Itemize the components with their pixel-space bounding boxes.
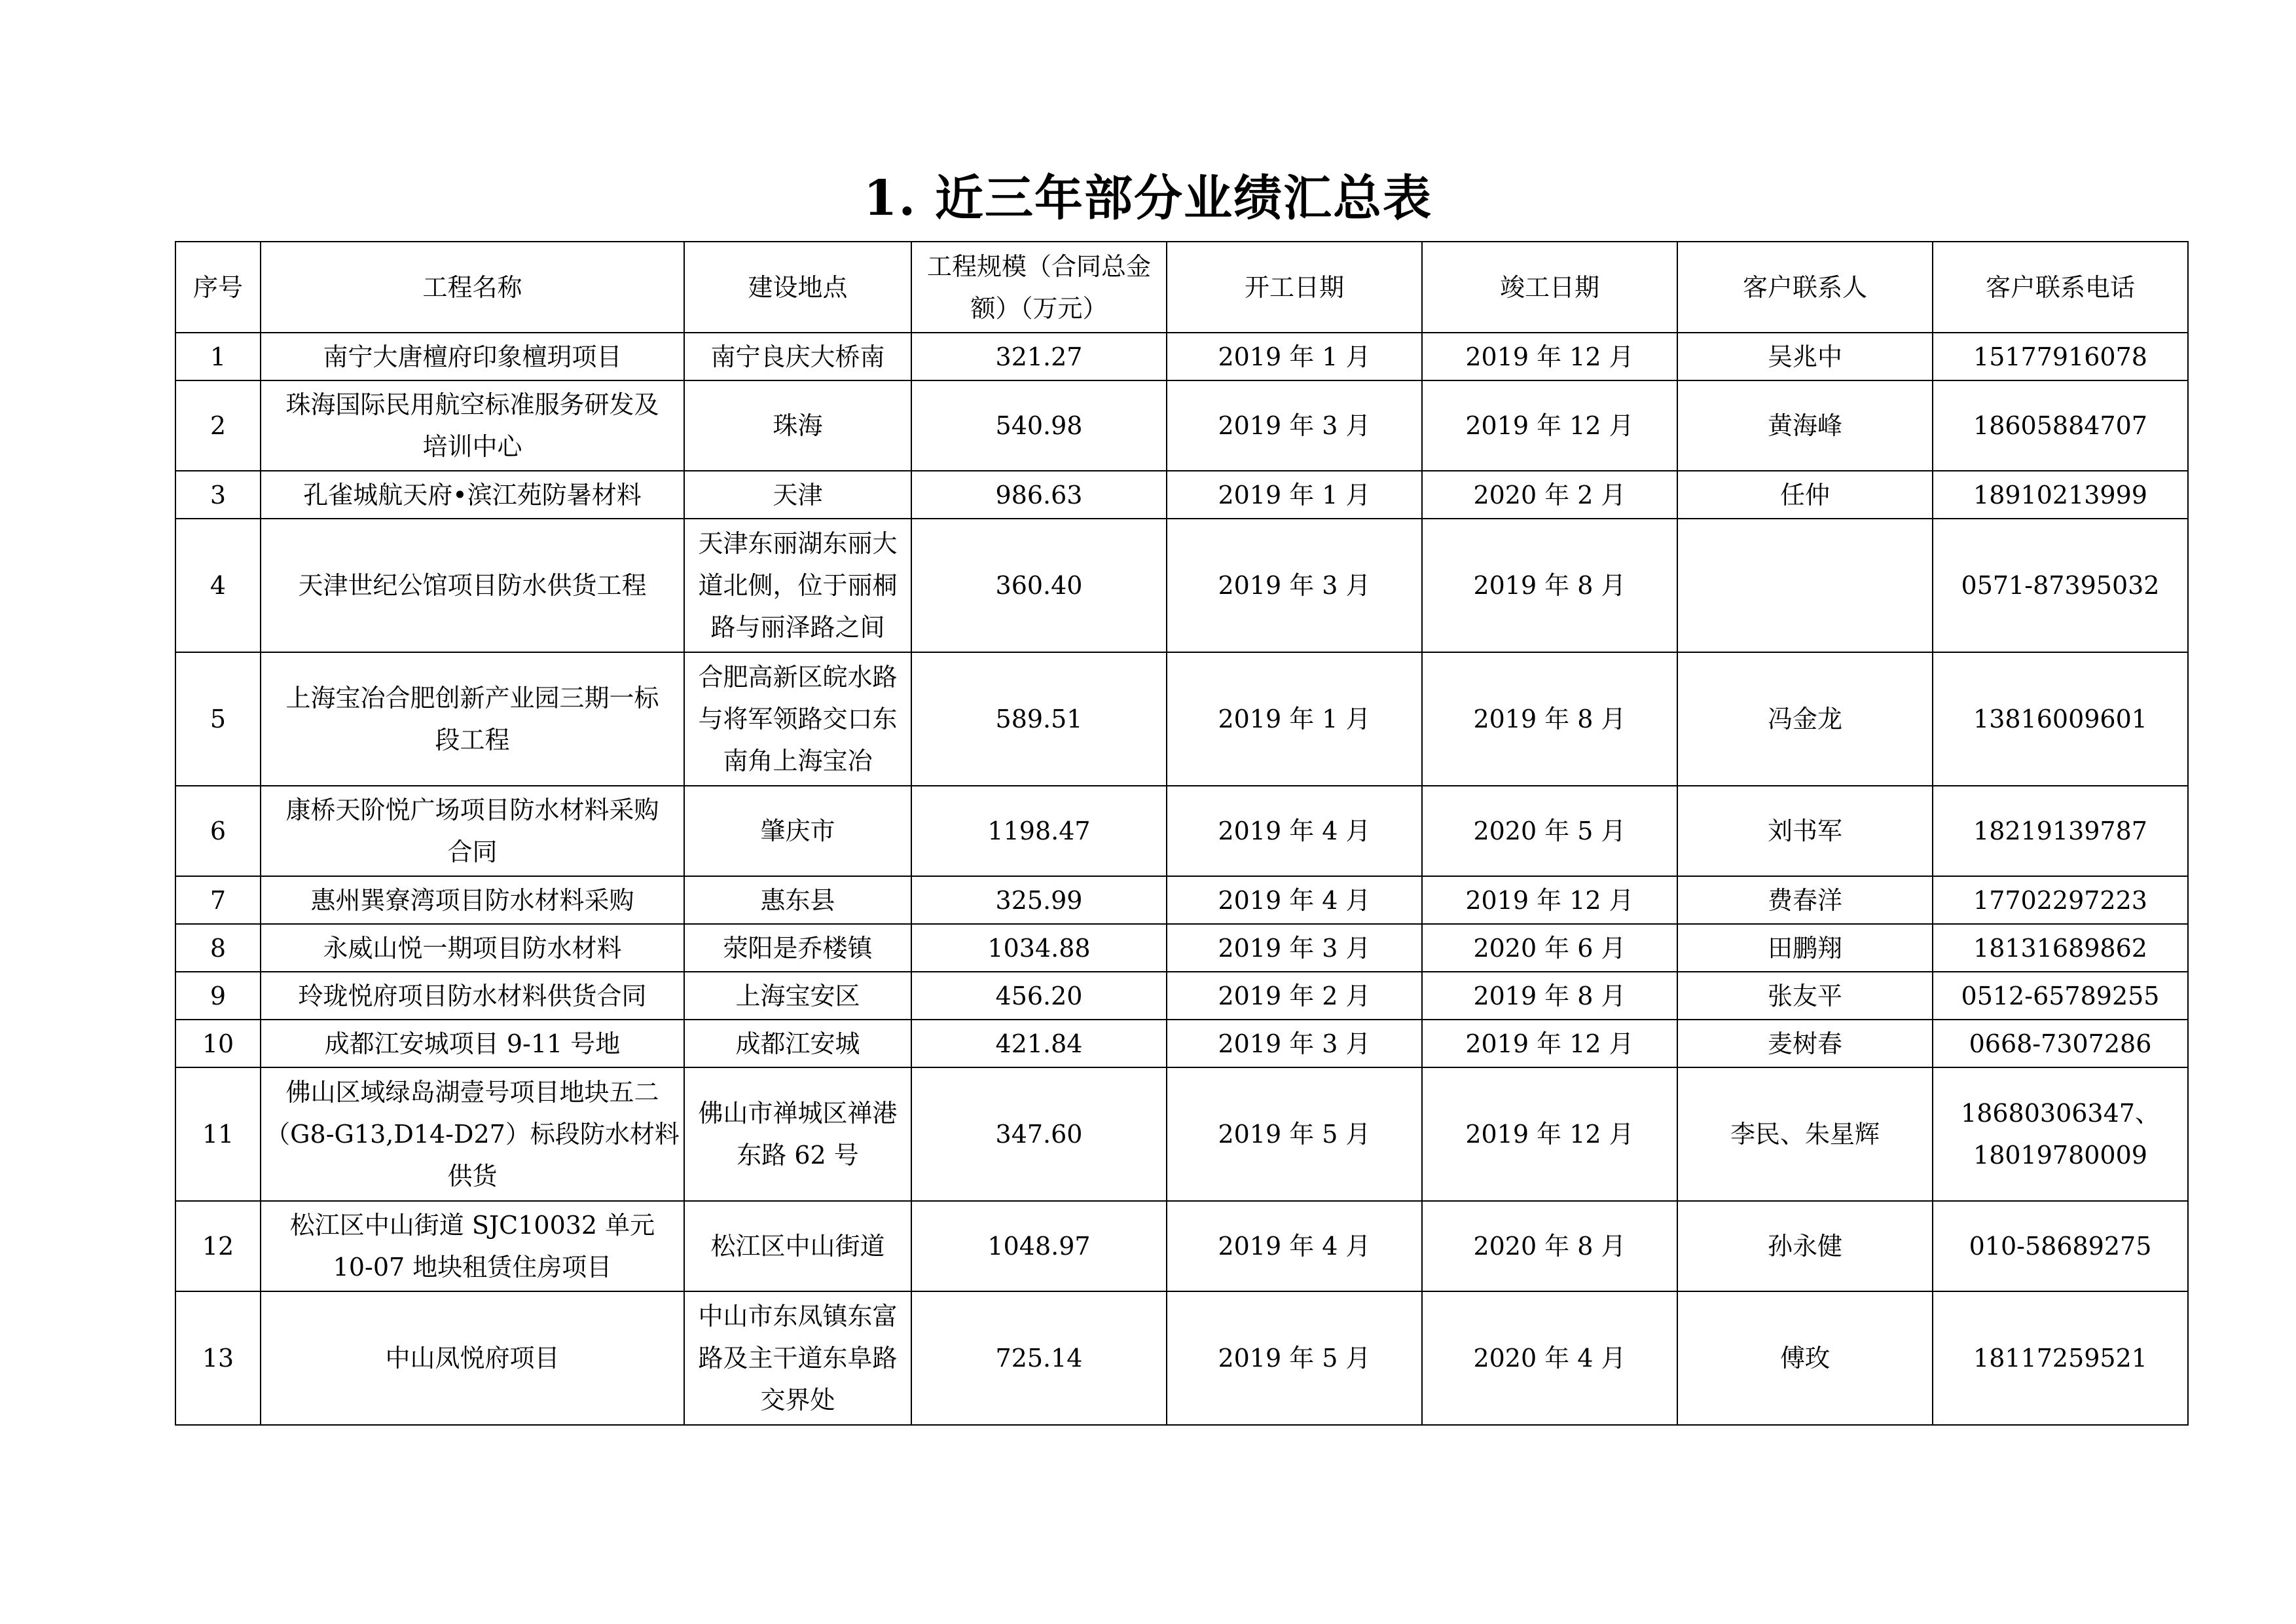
cell-end-date: 2019 年 12 月 <box>1422 380 1677 471</box>
cell-phone-line: 0512-65789255 <box>1961 981 2160 1010</box>
cell-contact: 孙永健 <box>1677 1201 1933 1291</box>
cell-phone <box>1933 1291 2188 1425</box>
cell-seq: 11 <box>175 1067 261 1201</box>
cell-project-name <box>261 1067 684 1201</box>
cell-seq: 7 <box>175 876 261 924</box>
cell-phone-line: 18605884707 <box>1973 411 2147 440</box>
cell-start-date: 2019 年 4 月 <box>1167 876 1422 924</box>
table-row <box>175 519 2188 652</box>
cell-start-date: 2019 年 4 月 <box>1167 786 1422 876</box>
cell-project-name-line: 玲珑悦府项目防水材料供货合同 <box>298 981 647 1010</box>
cell-phone <box>1933 333 2188 380</box>
cell-location <box>684 519 911 652</box>
cell-location-line: 上海宝安区 <box>735 981 860 1010</box>
cell-location-line: 佛山市禅城区禅港 <box>698 1099 898 1128</box>
cell-start-date: 2019 年 1 月 <box>1167 652 1422 786</box>
cell-location-line: 惠东县 <box>760 885 835 915</box>
cell-end-date: 2019 年 12 月 <box>1422 1020 1677 1067</box>
cell-start-date: 2019 年 4 月 <box>1167 1201 1422 1291</box>
cell-end-date: 2019 年 8 月 <box>1422 519 1677 652</box>
cell-phone <box>1933 380 2188 471</box>
cell-end-date: 2020 年 6 月 <box>1422 924 1677 972</box>
cell-seq: 4 <box>175 519 261 652</box>
cell-project-name <box>261 924 684 972</box>
cell-project-name <box>261 471 684 519</box>
cell-location-line: 路与丽泽路之间 <box>710 613 885 642</box>
cell-project-name-line: 上海宝冶合肥创新产业园三期一标 <box>285 684 659 712</box>
cell-phone-line: 18131689862 <box>1973 933 2147 963</box>
cell-phone <box>1933 1201 2188 1291</box>
header-scale-line2: 额）（万元） <box>970 293 1108 323</box>
cell-seq: 8 <box>175 924 261 972</box>
cell-location-line: 交界处 <box>760 1386 835 1414</box>
cell-contact: 冯金龙 <box>1677 652 1933 786</box>
cell-location-line: 中山市东凤镇东富 <box>698 1302 898 1331</box>
cell-phone <box>1933 1020 2188 1067</box>
cell-phone <box>1933 1067 2188 1201</box>
cell-scale: 347.60 <box>911 1067 1167 1201</box>
table-row <box>175 1020 2188 1067</box>
cell-project-name-line: 10-07 地块租赁住房项目 <box>333 1253 612 1282</box>
cell-end-date: 2020 年 8 月 <box>1422 1201 1677 1291</box>
cell-scale: 421.84 <box>911 1020 1167 1067</box>
table-row <box>175 333 2188 380</box>
cell-phone-line: 18019780009 <box>1973 1141 2147 1170</box>
table-header-row <box>175 242 2188 333</box>
cell-start-date: 2019 年 5 月 <box>1167 1067 1422 1201</box>
cell-project-name-line: 珠海国际民用航空标准服务研发及 <box>285 390 659 419</box>
cell-contact: 李民、朱星辉 <box>1677 1067 1933 1201</box>
cell-seq: 5 <box>175 652 261 786</box>
cell-end-date: 2019 年 12 月 <box>1422 876 1677 924</box>
cell-scale: 360.40 <box>911 519 1167 652</box>
header-scale <box>911 242 1167 333</box>
cell-location-line: 东路 62 号 <box>737 1141 859 1170</box>
cell-location-line: 松江区中山街道 <box>710 1232 885 1261</box>
cell-phone <box>1933 652 2188 786</box>
cell-seq: 2 <box>175 380 261 471</box>
header-contact: 客户联系人 <box>1677 242 1933 333</box>
cell-location-line: 珠海 <box>773 411 823 440</box>
cell-start-date: 2019 年 3 月 <box>1167 1020 1422 1067</box>
cell-seq: 13 <box>175 1291 261 1425</box>
cell-phone-line: 15177916078 <box>1973 342 2147 371</box>
cell-phone-line: 18219139787 <box>1973 817 2147 845</box>
cell-seq: 10 <box>175 1020 261 1067</box>
table-row <box>175 1067 2188 1201</box>
cell-location-line: 天津东丽湖东丽大 <box>698 529 898 558</box>
cell-phone-line: 18680306347、 <box>1961 1099 2160 1128</box>
cell-contact: 张友平 <box>1677 972 1933 1020</box>
cell-project-name <box>261 1201 684 1291</box>
cell-location-line: 南宁良庆大桥南 <box>710 342 885 371</box>
cell-phone <box>1933 924 2188 972</box>
table-row <box>175 652 2188 786</box>
cell-seq: 9 <box>175 972 261 1020</box>
cell-phone <box>1933 471 2188 519</box>
cell-project-name-line: 合同 <box>447 838 498 866</box>
cell-location <box>684 1201 911 1291</box>
cell-end-date: 2020 年 4 月 <box>1422 1291 1677 1425</box>
cell-start-date: 2019 年 1 月 <box>1167 471 1422 519</box>
header-start-date: 开工日期 <box>1167 242 1422 333</box>
cell-project-name-line: 佛山区域绿岛湖壹号项目地块五二 <box>285 1078 659 1107</box>
cell-phone-line: 010-58689275 <box>1969 1232 2152 1261</box>
cell-scale: 456.20 <box>911 972 1167 1020</box>
performance-table <box>175 241 2189 1426</box>
cell-scale: 1048.97 <box>911 1201 1167 1291</box>
header-scale-line1: 工程规模（合同总金 <box>926 251 1151 281</box>
cell-phone-line: 0668-7307286 <box>1969 1029 2152 1058</box>
cell-contact: 吴兆中 <box>1677 333 1933 380</box>
cell-end-date: 2019 年 12 月 <box>1422 1067 1677 1201</box>
cell-project-name-line: 南宁大唐檀府印象檀玥项目 <box>323 342 622 371</box>
cell-phone-line: 17702297223 <box>1973 885 2147 915</box>
cell-location <box>684 1020 911 1067</box>
cell-location-line: 合肥高新区皖水路 <box>698 663 898 692</box>
cell-start-date: 2019 年 5 月 <box>1167 1291 1422 1425</box>
cell-phone <box>1933 519 2188 652</box>
cell-scale: 725.14 <box>911 1291 1167 1425</box>
cell-project-name <box>261 972 684 1020</box>
cell-seq: 1 <box>175 333 261 380</box>
cell-start-date: 2019 年 2 月 <box>1167 972 1422 1020</box>
header-phone: 客户联系电话 <box>1933 242 2188 333</box>
cell-contact: 费春洋 <box>1677 876 1933 924</box>
header-end-date: 竣工日期 <box>1422 242 1677 333</box>
cell-project-name <box>261 1020 684 1067</box>
cell-seq: 3 <box>175 471 261 519</box>
cell-scale: 1034.88 <box>911 924 1167 972</box>
cell-location <box>684 1291 911 1425</box>
cell-location-line: 荥阳是乔楼镇 <box>723 933 873 963</box>
cell-contact <box>1677 519 1933 652</box>
table-row <box>175 380 2188 471</box>
cell-location-line: 南角上海宝冶 <box>723 747 873 775</box>
table-body <box>175 333 2188 1425</box>
cell-scale: 589.51 <box>911 652 1167 786</box>
table-row <box>175 471 2188 519</box>
cell-project-name-line: 中山凤悦府项目 <box>385 1344 560 1373</box>
cell-project-name-line: 康桥天阶悦广场项目防水材料采购 <box>285 796 659 824</box>
cell-project-name <box>261 876 684 924</box>
cell-start-date: 2019 年 1 月 <box>1167 333 1422 380</box>
cell-project-name-line: 培训中心 <box>422 432 522 461</box>
cell-scale: 986.63 <box>911 471 1167 519</box>
cell-phone <box>1933 786 2188 876</box>
table-row <box>175 924 2188 972</box>
cell-contact: 麦树春 <box>1677 1020 1933 1067</box>
cell-phone <box>1933 972 2188 1020</box>
table-row <box>175 972 2188 1020</box>
cell-seq: 12 <box>175 1201 261 1291</box>
cell-phone-line: 13816009601 <box>1973 705 2147 733</box>
cell-location-line: 路及主干道东阜路 <box>698 1344 898 1373</box>
cell-project-name-line: 段工程 <box>435 726 510 754</box>
cell-end-date: 2019 年 8 月 <box>1422 972 1677 1020</box>
cell-end-date: 2020 年 5 月 <box>1422 786 1677 876</box>
cell-phone-line: 18117259521 <box>1973 1344 2147 1373</box>
cell-location <box>684 876 911 924</box>
cell-start-date: 2019 年 3 月 <box>1167 380 1422 471</box>
cell-project-name <box>261 1291 684 1425</box>
cell-contact: 黄海峰 <box>1677 380 1933 471</box>
cell-contact: 傅玫 <box>1677 1291 1933 1425</box>
table-row <box>175 1291 2188 1425</box>
cell-contact: 田鹏翔 <box>1677 924 1933 972</box>
cell-location <box>684 786 911 876</box>
cell-phone <box>1933 876 2188 924</box>
cell-location <box>684 471 911 519</box>
page-title: 1. 近三年部分业绩汇总表 <box>863 170 1432 227</box>
cell-phone-line: 18910213999 <box>1973 480 2147 509</box>
header-project-name: 工程名称 <box>261 242 684 333</box>
cell-project-name-line: 成都江安城项目 9-11 号地 <box>324 1029 621 1058</box>
cell-scale: 321.27 <box>911 333 1167 380</box>
cell-location <box>684 972 911 1020</box>
cell-location <box>684 333 911 380</box>
cell-contact: 刘书军 <box>1677 786 1933 876</box>
cell-project-name-line: 惠州巽寮湾项目防水材料采购 <box>310 885 634 915</box>
cell-project-name-line: 孔雀城航天府•滨江苑防暑材料 <box>303 480 642 509</box>
cell-project-name <box>261 519 684 652</box>
cell-project-name <box>261 786 684 876</box>
cell-location <box>684 924 911 972</box>
cell-location <box>684 380 911 471</box>
cell-project-name-line: （G8-G13,D14-D27）标段防水材料 <box>265 1120 680 1149</box>
cell-location-line: 天津 <box>773 480 823 509</box>
cell-location-line: 成都江安城 <box>735 1029 860 1058</box>
cell-scale: 540.98 <box>911 380 1167 471</box>
cell-contact: 任仲 <box>1677 471 1933 519</box>
cell-project-name-line: 永威山悦一期项目防水材料 <box>323 933 622 963</box>
cell-location-line: 与将军领路交口东 <box>698 705 898 733</box>
header-seq: 序号 <box>175 242 261 333</box>
cell-start-date: 2019 年 3 月 <box>1167 519 1422 652</box>
cell-project-name-line: 供货 <box>447 1162 498 1190</box>
table-row <box>175 876 2188 924</box>
header-location: 建设地点 <box>684 242 911 333</box>
cell-location-line: 道北侧，位于丽桐 <box>698 571 898 600</box>
cell-scale: 325.99 <box>911 876 1167 924</box>
cell-end-date: 2019 年 8 月 <box>1422 652 1677 786</box>
cell-phone-line: 0571-87395032 <box>1961 571 2160 600</box>
cell-project-name <box>261 652 684 786</box>
cell-start-date: 2019 年 3 月 <box>1167 924 1422 972</box>
cell-location <box>684 1067 911 1201</box>
table-row <box>175 1201 2188 1291</box>
cell-end-date: 2020 年 2 月 <box>1422 471 1677 519</box>
cell-project-name-line: 松江区中山街道 SJC10032 单元 <box>289 1211 655 1240</box>
cell-location <box>684 652 911 786</box>
cell-project-name <box>261 333 684 380</box>
table-row <box>175 786 2188 876</box>
cell-location-line: 肇庆市 <box>760 817 835 845</box>
cell-project-name-line: 天津世纪公馆项目防水供货工程 <box>298 571 647 600</box>
cell-end-date: 2019 年 12 月 <box>1422 333 1677 380</box>
cell-seq: 6 <box>175 786 261 876</box>
cell-project-name <box>261 380 684 471</box>
cell-scale: 1198.47 <box>911 786 1167 876</box>
